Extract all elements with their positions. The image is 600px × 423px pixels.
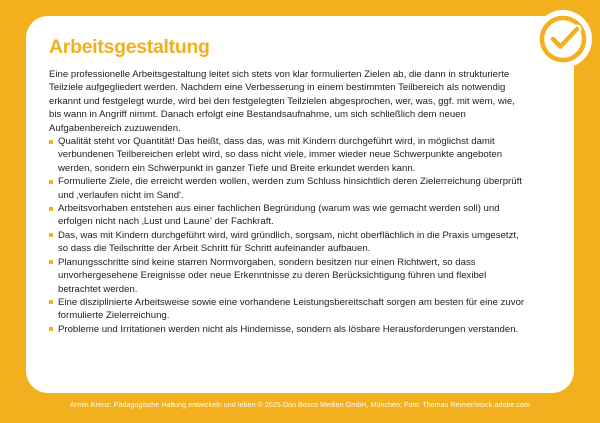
list-item: Das, was mit Kindern durchgeführt wird, wird gründlich, sorgsam, nicht oberflächlich in die Praxis umgesetzt, so dass die Teilschritte der Arbeit Schritt für Schritt aufeinander aufbauen. [49,229,527,256]
page-title: Arbeitsgestaltung [49,36,210,58]
check-circle-icon [532,8,594,70]
content-card [26,16,574,393]
bullet-list [49,135,527,336]
intro-paragraph: Eine professionelle Arbeitsgestaltung leitet sich stets von klar formulierten Zielen ab, die dann in strukturierte Teilziele aufgegliedert werden. Nachdem eine Verbesserung in einem bestimmten Teilbereich als notwendig erkannt und festgelegt wurde, wird bei den festgelegten Teilzielen abgesprochen, wer, was, ggf. mit wem, wie, bis wann in Angriff nimmt. Danach erfolgt eine Bestandsaufnahme, um sich schließlich dem neuen Aufgabenbereich zuzuwenden. [49,69,515,134]
list-item: Qualität steht vor Quantität! Das heißt, dass das, was mit Kindern durchgeführt wird, in möglichst damit verbundenen Teilbereichen erlebt wird, so dass nicht viele, immer wieder neue Schwerpunkte angeboten werden, sondern ein Schwerpunkt in ganzer Tiefe und Breite erkundet werden kann. [49,135,527,175]
list-item: Arbeitsvorhaben entstehen aus einer fachlichen Begründung (warum was wie gemacht werden soll) und erfolgen nicht nach ‚Lust und Laune' der Fachkraft. [49,202,527,229]
list-item: Probleme und Irritationen werden nicht als Hindernisse, sondern als lösbare Herausforderungen verstanden. [49,323,527,336]
list-item: Planungsschritte sind keine starren Normvorgaben, sondern besitzen nur einen Richtwert, so dass unvorhergesehene Ereignisse oder neue Erkenntnisse zu deren Berücksichtigung führen und flexibel betrachtet werden. [49,256,527,296]
list-item: Eine disziplinierte Arbeitsweise sowie eine vorhandene Leistungsbereitschaft sorgen am besten für eine zuvor formulierte Zielerreichung. [49,296,527,323]
footer-credit: Armin Krenz: Pädagogische Haltung entwickeln und leben © 2025 Don Bosco Medien GmbH, München; Foto: Thomas Reimer/stock.adobe.com [70,402,530,409]
list-item: Formulierte Ziele, die erreicht werden wollen, werden zum Schluss hinsichtlich deren Zielerreichung überprüft und ‚verlaufen nicht im Sand'. [49,175,527,202]
